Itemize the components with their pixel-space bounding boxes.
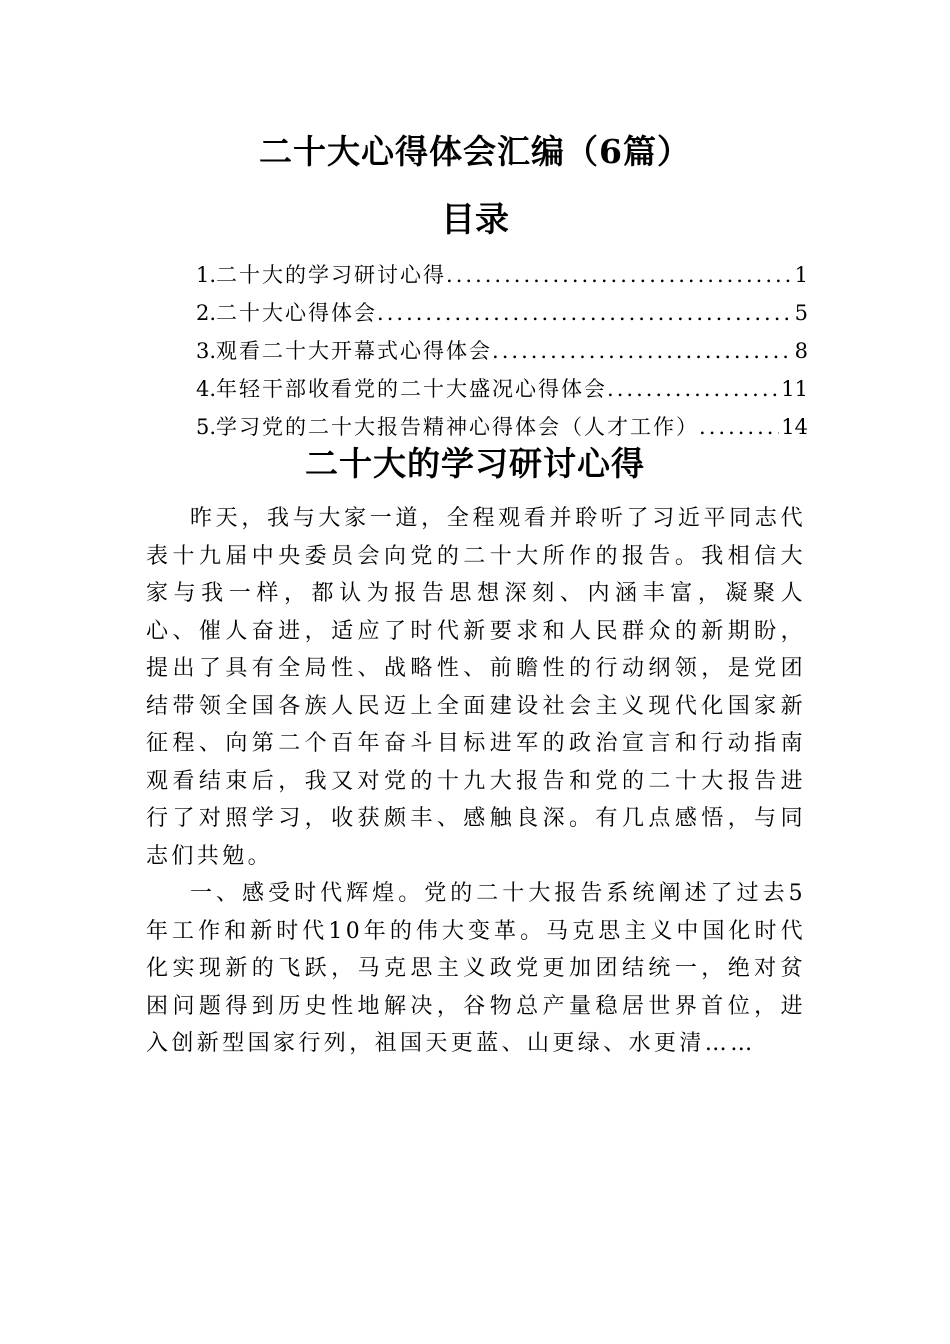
toc-entry-title: 观看二十大开幕式心得体会 [216, 339, 493, 363]
toc-entry-page: 8 [794, 339, 808, 363]
toc-dot-leader [377, 294, 793, 332]
toc-dot-leader [446, 256, 793, 294]
toc-entry-number: 3. [196, 339, 217, 363]
toc-dot-leader [607, 370, 779, 408]
toc-entry[interactable] [196, 370, 808, 408]
body-text [146, 500, 806, 1063]
toc-entry-page: 14 [781, 415, 808, 439]
toc-entry-page: 5 [794, 301, 808, 325]
toc-entry[interactable] [196, 256, 808, 294]
toc-dot-leader [492, 332, 793, 370]
toc-entry-number: 1. [196, 263, 217, 287]
toc-entry-number: 4. [196, 377, 217, 401]
toc-entry-title: 学习党的二十大报告精神心得体会（人才工作） [216, 415, 700, 439]
toc-entry-title: 年轻干部收看党的二十大盛况心得体会 [216, 377, 608, 401]
table-of-contents [196, 256, 808, 446]
toc-entry-number: 2. [196, 301, 217, 325]
toc-heading: 目录 [441, 200, 509, 240]
document-title: 二十大心得体会汇编（6篇） [259, 132, 691, 171]
toc-entry-page: 11 [781, 377, 808, 401]
toc-entry-title: 二十大的学习研讨心得 [216, 263, 447, 287]
toc-entry-number: 5. [196, 415, 217, 439]
body-paragraph: 昨天，我与大家一道，全程观看并聆听了习近平同志代表十九届中央委员会向党的二十大所作的报告。我相信大家与我一样，都认为报告思想深刻、内涵丰富，凝聚人心、催人奋进，适应了时代新要求和人民群众的新期盼，提出了具有全局性、战略性、前瞻性的行动纲领，是党团结带领全国各族人民迈上全面建设社会主义现代化国家新征程、向第二个百年奋斗目标进军的政治宣言和行动指南观看结束后，我又对党的十九大报告和党的二十大报告进行了对照学习，收获颇丰、感触良深。有几点感悟，与同志们共勉。 [146, 506, 806, 869]
toc-entry[interactable] [196, 294, 808, 332]
section-title: 二十大的学习研讨心得 [305, 444, 645, 483]
body-paragraph: 一、感受时代辉煌。党的二十大报告系统阐述了过去5年工作和新时代10年的伟大变革。马克思主义中国化时代化实现新的飞跃，马克思主义政党更加团结统一，绝对贫困问题得到历史性地解决，谷物总产量稳居世界首位，进入创新型国家行列，祖国天更蓝、山更绿、水更清…… [146, 881, 806, 1056]
toc-entry-page: 1 [794, 263, 808, 287]
toc-entry[interactable] [196, 332, 808, 370]
toc-entry-title: 二十大心得体会 [216, 301, 378, 325]
